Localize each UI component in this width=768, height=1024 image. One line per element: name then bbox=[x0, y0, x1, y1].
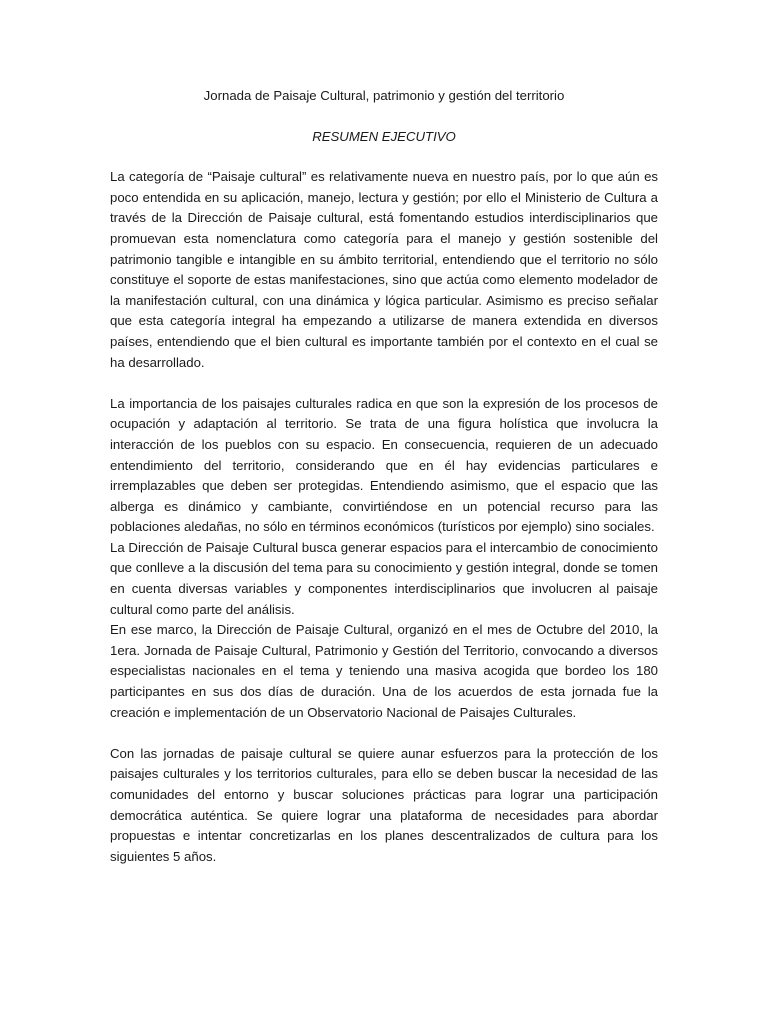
paragraph-1: La categoría de “Paisaje cultural” es relativamente nueva en nuestro país, por lo que aún es poco entendida en su aplicación, manejo, lectura y gestión; por ello el Ministerio de Cultura a través de la Dirección de Paisaje cultural, está fomentando estudios interdisciplinarios que promuevan esta nomenclatura como categoría para el manejo y gestión sostenible del patrimonio tangible e intangible en su ámbito territorial, entendiendo que el territorio no sólo constituye el soporte de estas manifestaciones, sino que actúa como elemento modelador de la manifestación cultural, con una dinámica y lógica particular. Asimismo es preciso señalar que esta categoría integral ha empezando a utilizarse de manera extendida en diversos países, entendiendo que el bien cultural es importante también por el contexto en el cual se ha desarrollado. bbox=[110, 169, 658, 370]
paragraph-5: Con las jornadas de paisaje cultural se quiere aunar esfuerzos para la protección de los paisajes culturales y los territorios culturales, para ello se deben buscar la necesidad de las comunidades del entorno y buscar soluciones prácticas para lograr una participación democrática auténtica. Se quiere lograr una plataforma de necesidades para abordar propuestas e intentar concretizarlas en los planes descentralizados de cultura para los siguientes 5 años. bbox=[110, 745, 658, 864]
paragraph-2: La importancia de los paisajes culturales radica en que son la expresión de los procesos de ocupación y adaptación al territorio. Se trata de una figura holística que involucra la interacción de los pueblos con su espacio. En consecuencia, requieren de un adecuado entendimiento del territorio, considerando que en él hay evidencias particulares e irremplazables que deben ser protegidas. Entendiendo asimismo, que el espacio que las alberga es dinámico y cambiante, convirtiéndose en un potencial recurso para las poblaciones aledañas, no sólo en términos económicos (turísticos por ejemplo) sino sociales. bbox=[110, 395, 658, 535]
document-subtitle: RESUMEN EJECUTIVO bbox=[312, 128, 456, 144]
document-title: Jornada de Paisaje Cultural, patrimonio y gestión del territorio bbox=[203, 88, 565, 103]
paragraph-3: La Dirección de Paisaje Cultural busca generar espacios para el intercambio de conocimiento que conlleve a la discusión del tema para su conocimiento y gestión integral, donde se tomen en cuenta diversas variables y componentes interdisciplinarios que involucren al paisaje cultural como parte del análisis. bbox=[110, 539, 658, 617]
document-body bbox=[110, 86, 658, 867]
paragraph-4: En ese marco, la Dirección de Paisaje Cultural, organizó en el mes de Octubre del 2010, la 1era. Jornada de Paisaje Cultural, Patrimonio y Gestión del Territorio, convocando a diversos especialistas nacionales en el tema y teniendo una masiva acogida que bordeo los 180 participantes en sus dos días de duración. Una de los acuerdos de esta jornada fue la creación e implementación de un Observatorio Nacional de Paisajes Culturales. bbox=[110, 622, 658, 720]
